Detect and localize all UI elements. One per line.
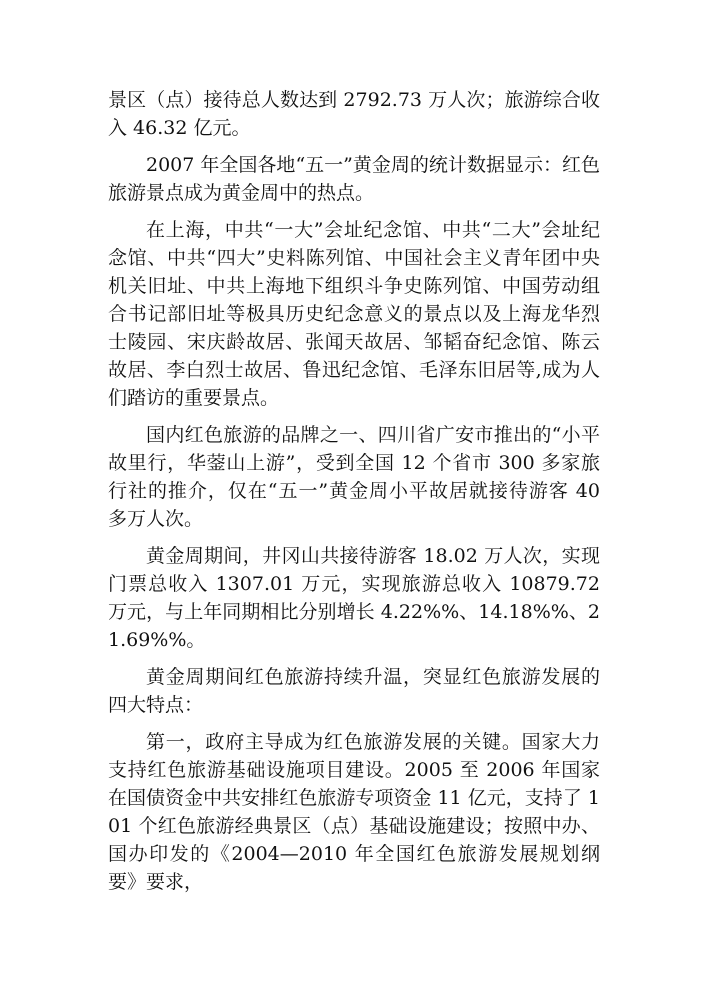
paragraph-government-leadership: 第一，政府主导成为红色旅游发展的关键。国家大力支持红色旅游基础设施项目建设。2005 至 2006 年国家在国债资金中共安排红色旅游专项资金 11 亿元，支持了 101 个红色旅游经典景区（点）基础设施建设；按照中办、国办印发的《2004—2010 年全国红色旅游发展规划纲要》要求，	[108, 731, 600, 893]
paragraph-continuation: 景区（点）接待总人数达到 2792.73 万人次；旅游综合收入 46.32 亿元。	[108, 89, 600, 139]
paragraph-jinggangshan: 黄金周期间，井冈山共接待游客 18.02 万人次，实现门票总收入 1307.01 万元，实现旅游总收入 10879.72 万元，与上年同期相比分别增长 4.22%%、14.18%%、21.69%%。	[108, 545, 600, 651]
paragraph-guangan-brand: 国内红色旅游的品牌之一、四川省广安市推出的“小平故里行，华蓥山上游”，受到全国 12 个省市 300 多家旅行社的推介，仅在“五一”黄金周小平故居就接待游客 40 多万人次。	[108, 424, 600, 530]
document-page	[108, 86, 600, 905]
paragraph-shanghai-sites: 在上海，中共“一大”会址纪念馆、中共“二大”会址纪念馆、中共“四大”史料陈列馆、中国社会主义青年团中央机关旧址、中共上海地下组织斗争史陈列馆、中国劳动组合书记部旧址等极具历史纪念意义的景点以及上海龙华烈士陵园、宋庆龄故居、张闻天故居、邹韬奋纪念馆、陈云故居、李白烈士故居、鲁迅纪念馆、毛泽东旧居等,成为人们踏访的重要景点。	[108, 219, 600, 409]
paragraph-may-day-statistics: 2007 年全国各地“五一”黄金周的统计数据显示：红色旅游景点成为黄金周中的热点。	[108, 154, 600, 204]
paragraph-four-features: 黄金周期间红色旅游持续升温，突显红色旅游发展的四大特点：	[108, 666, 600, 716]
